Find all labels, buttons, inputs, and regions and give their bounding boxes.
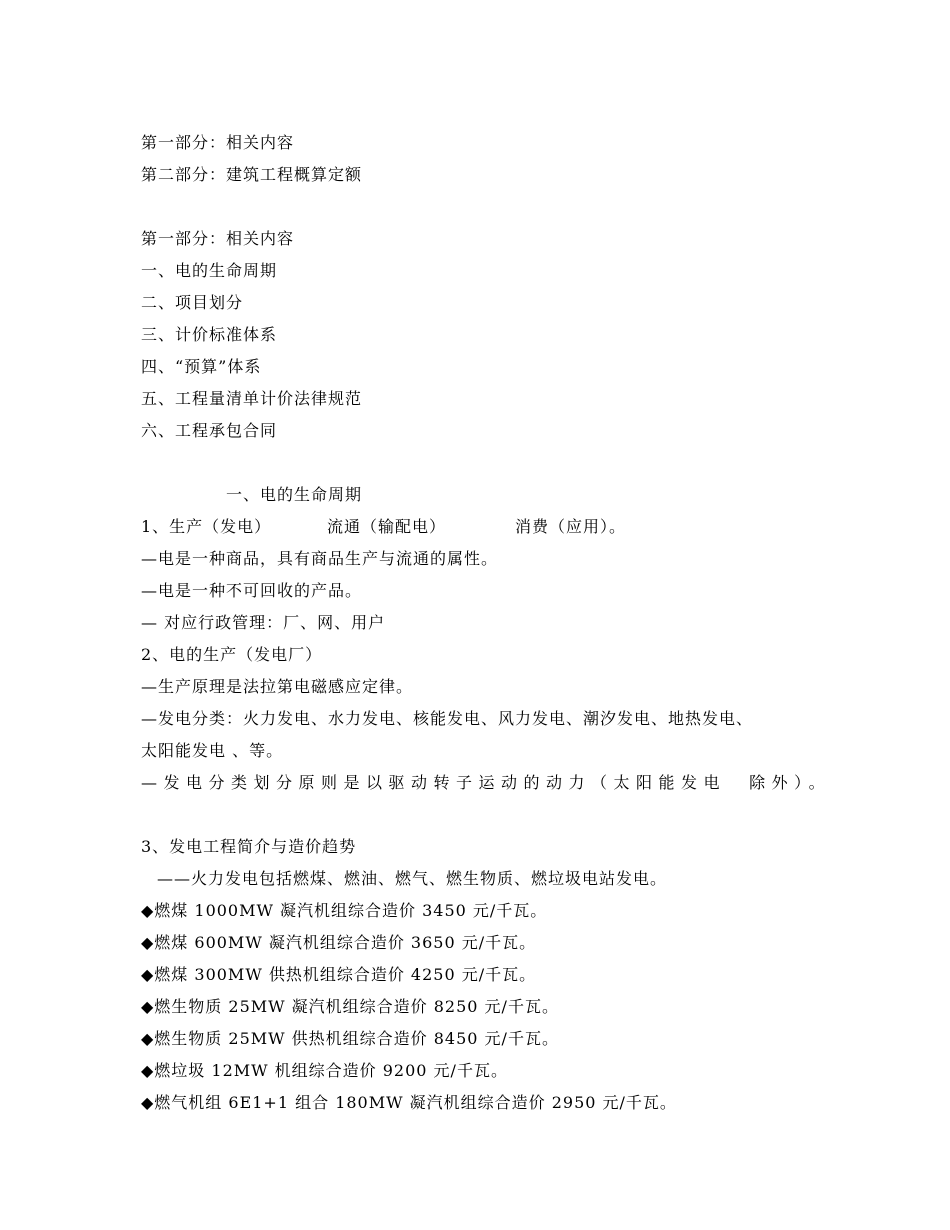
- production-point: 太阳能发电 、等。: [141, 741, 284, 760]
- lifecycle-title: 一、电的生命周期: [226, 485, 363, 504]
- toc-part1: 第一部分：相关内容: [141, 133, 295, 152]
- cost-bullet: ◆燃生物质 25MW 供热机组综合造价 8450 元/千瓦。: [141, 1029, 559, 1048]
- cost-bullet: ◆燃气机组 6E1+1 组合 180MW 凝汽机组综合造价 2950 元/千瓦。: [141, 1093, 677, 1112]
- lifecycle-point: —电是一种商品，具有商品生产与流通的属性。: [141, 549, 499, 568]
- toc-part2: 第二部分：建筑工程概算定额: [141, 165, 363, 184]
- cost-bullet: ◆燃垃圾 12MW 机组综合造价 9200 元/千瓦。: [141, 1061, 508, 1080]
- flow-consumption: 消费（应用）。: [515, 517, 627, 536]
- production-title: 2、电的生产（发电厂）: [141, 645, 323, 664]
- lifecycle-point: —电是一种不可回收的产品。: [141, 581, 363, 600]
- list-item: 一、电的生命周期: [141, 261, 278, 280]
- cost-title: 3、发电工程简介与造价趋势: [141, 837, 357, 856]
- production-point: —生产原理是法拉第电磁感应定律。: [141, 677, 414, 696]
- section-heading: 第一部分：相关内容: [141, 229, 295, 248]
- production-point: —发电分类划分原则是以驱动转子运动的动力（太阳能发电 除外）。: [141, 773, 832, 792]
- list-item: 六、工程承包合同: [141, 421, 278, 440]
- cost-bullet: ◆燃生物质 25MW 凝汽机组综合造价 8250 元/千瓦。: [141, 997, 559, 1016]
- cost-intro: ——火力发电包括燃煤、燃油、燃气、燃生物质、燃垃圾电站发电。: [157, 869, 668, 888]
- flow-production: 1、生产（发电）: [141, 517, 272, 536]
- list-item: 三、计价标准体系: [141, 325, 278, 344]
- cost-bullet: ◆燃煤 1000MW 凝汽机组综合造价 3450 元/千瓦。: [141, 901, 548, 920]
- list-item: 二、项目划分: [141, 293, 244, 312]
- list-item: 四、“预算”体系: [141, 357, 262, 376]
- cost-bullet: ◆燃煤 600MW 凝汽机组综合造价 3650 元/千瓦。: [141, 933, 537, 952]
- lifecycle-point: — 对应行政管理：厂、网、用户: [141, 613, 386, 632]
- cost-bullet: ◆燃煤 300MW 供热机组综合造价 4250 元/千瓦。: [141, 965, 537, 984]
- flow-distribution: 流通（输配电）: [327, 517, 447, 536]
- production-point: —发电分类：火力发电、水力发电、核能发电、风力发电、潮汐发电、地热发电、: [141, 709, 754, 728]
- list-item: 五、工程量清单计价法律规范: [141, 389, 363, 408]
